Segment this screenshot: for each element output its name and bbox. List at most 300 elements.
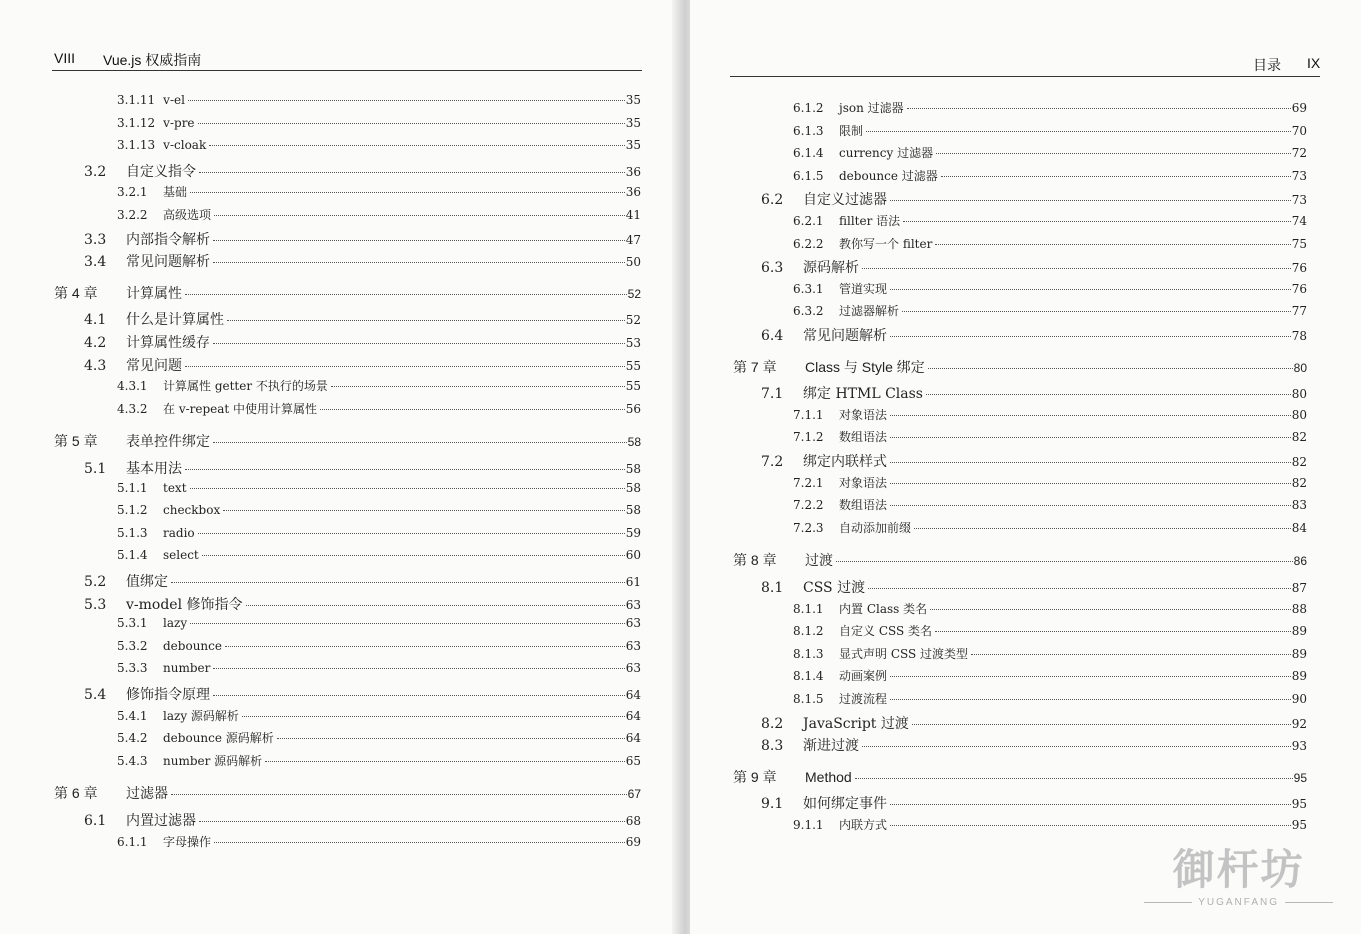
toc-page-number: 74: [1291, 214, 1307, 228]
toc-subsection-entry: [117, 377, 641, 394]
toc-subsection-entry: [117, 707, 641, 724]
dot-leader: [890, 699, 1291, 700]
toc-number: 6.3.1: [793, 281, 824, 296]
toc-number: 7.2: [761, 454, 784, 470]
toc-number: 第 6 章: [54, 785, 98, 802]
dot-leader: [935, 244, 1290, 245]
toc-number: 第 5 章: [54, 433, 98, 450]
toc-subsection-entry: [117, 526, 641, 540]
dot-leader: [941, 176, 1291, 177]
toc-page-number: 63: [625, 661, 641, 676]
toc-page-number: 64: [625, 688, 641, 702]
toc-title: select: [163, 548, 199, 563]
toc-number: 4.3: [84, 357, 107, 374]
toc-number: 5.1.4: [117, 548, 148, 563]
toc-title: 计算属性 getter 不执行的场景: [163, 379, 328, 394]
toc-number: 5.4: [84, 687, 107, 703]
toc-title: 绑定内联样式: [803, 454, 887, 470]
toc-subsection-entry: [117, 93, 641, 107]
toc-number: 9.1.1: [793, 818, 824, 832]
toc-number: 第 4 章: [54, 284, 98, 301]
toc-page-number: 58: [625, 462, 641, 476]
dot-leader: [836, 561, 1293, 562]
toc-title: 管道实现: [839, 281, 888, 296]
dot-leader: [331, 386, 625, 387]
dot-leader: [223, 510, 625, 511]
toc-number: 6.3: [761, 260, 784, 277]
toc-title: 字母操作: [163, 834, 212, 849]
toc-page-number: 64: [625, 708, 641, 723]
toc-title: Class 与 Style 绑定: [805, 358, 925, 375]
toc-page-number: 95: [1293, 770, 1307, 785]
toc-title: fillter 语法: [839, 214, 901, 228]
toc-number: 5.2: [84, 574, 107, 590]
toc-number: 7.1.1: [793, 407, 824, 422]
toc-title: 显式声明 CSS 过渡类型: [839, 646, 969, 661]
toc-subsection-entry: [117, 138, 641, 152]
toc-section-entry: [84, 161, 641, 181]
dot-leader: [225, 646, 625, 647]
toc-number: 8.1.4: [793, 669, 824, 684]
toc-number: 5.3.3: [117, 661, 148, 676]
toc-number: 7.2.2: [793, 498, 824, 513]
toc-number: 3.2: [84, 163, 107, 180]
toc-title: 什么是计算属性: [126, 312, 224, 329]
toc-subsection-entry: [117, 481, 641, 495]
toc-page-number: 88: [1291, 601, 1307, 616]
toc-chapter-entry: [54, 431, 641, 451]
toc-page-number: 82: [1291, 455, 1307, 469]
dot-leader: [890, 676, 1291, 677]
toc-subsection-entry: [117, 661, 641, 675]
toc-title: v-pre: [163, 115, 195, 130]
toc-title: 计算属性缓存: [126, 335, 210, 351]
toc-page-number: 63: [625, 597, 641, 612]
toc-title: 内置 Class 类名: [839, 601, 928, 616]
toc-title: 内联方式: [839, 818, 888, 832]
toc-page-number: 73: [1291, 193, 1307, 208]
dot-leader: [214, 842, 625, 843]
toc-section-entry: [84, 594, 641, 614]
dot-leader: [890, 804, 1291, 805]
toc-title: 在 v-repeat 中使用计算属性: [163, 401, 318, 416]
toc-page-number: 65: [625, 753, 641, 768]
toc-page-number: 78: [1291, 329, 1307, 343]
toc-number: 6.1: [84, 813, 107, 829]
toc-page-number: 80: [1291, 387, 1307, 402]
toc-section-entry: [761, 383, 1307, 403]
toc-number: 6.2: [761, 192, 784, 209]
dot-leader: [890, 336, 1291, 337]
toc-title: 常见问题: [126, 357, 182, 374]
toc-page-number: 82: [1291, 430, 1307, 445]
dot-leader: [935, 631, 1291, 632]
dot-leader: [866, 131, 1291, 132]
toc-page-number: 80: [1291, 407, 1307, 422]
toc-chapter-entry: [733, 550, 1307, 570]
toc-page-number: 76: [1291, 261, 1307, 276]
toc-number: 8.1: [761, 580, 784, 596]
toc-subsection-entry: [793, 144, 1307, 161]
toc-number: 5.1.2: [117, 503, 148, 518]
dot-leader: [890, 200, 1291, 201]
toc-title: currency 过滤器: [839, 146, 934, 161]
dot-leader: [902, 311, 1291, 312]
toc-title: 表单控件绑定: [126, 433, 210, 450]
toc-title: 内置过滤器: [126, 813, 196, 829]
toc-number: 4.2: [84, 335, 107, 351]
toc-number: 7.1.2: [793, 430, 824, 445]
toc-title: 对象语法: [839, 475, 888, 490]
left-page-number: VIII: [54, 50, 76, 66]
toc-page-number: 75: [1291, 236, 1307, 251]
toc-section-entry: [84, 251, 641, 271]
toc-number: 7.2.1: [793, 475, 824, 490]
toc-number: 6.4: [761, 328, 784, 344]
dot-leader: [227, 320, 625, 321]
toc-number: 4.3.1: [117, 379, 148, 394]
toc-subsection-entry: [117, 729, 641, 746]
toc-subsection-entry: [793, 302, 1307, 319]
dot-leader: [890, 437, 1291, 438]
toc-title: 源码解析: [803, 260, 859, 277]
dot-leader: [890, 462, 1291, 463]
toc-title: 渐进过渡: [803, 738, 859, 755]
toc-title: 对象语法: [839, 407, 888, 422]
toc-title: 自动添加前缀: [839, 520, 912, 535]
toc-title: JavaScript 过渡: [803, 715, 909, 732]
toc-title: 过渡: [805, 552, 833, 569]
toc-page-number: 70: [1291, 123, 1307, 138]
toc-title: checkbox: [163, 503, 221, 518]
dot-leader: [213, 262, 625, 263]
dot-leader: [202, 555, 625, 556]
toc-page-number: 89: [1291, 669, 1307, 684]
toc-subsection-entry: [793, 519, 1307, 536]
toc-section-entry: [84, 458, 641, 478]
toc-chapter-entry: [733, 767, 1307, 787]
toc-number: 5.1: [84, 461, 107, 477]
toc-number: 3.1.13: [117, 138, 156, 153]
dot-leader: [213, 240, 625, 241]
toc-title: 高级选项: [163, 208, 212, 222]
toc-subsection-entry: [793, 235, 1307, 252]
toc-page-number: 68: [625, 814, 641, 828]
toc-page-number: 35: [625, 115, 641, 130]
toc-section-entry: [761, 451, 1307, 471]
toc-title: 计算属性: [126, 284, 182, 301]
toc-subsection-entry: [117, 183, 641, 200]
toc-page-number: 55: [625, 379, 641, 394]
toc-page-number: 64: [625, 731, 641, 746]
toc-title: radio: [163, 525, 195, 540]
dot-leader: [320, 409, 625, 410]
toc-subsection-entry: [117, 639, 641, 653]
toc-number: 5.4.3: [117, 753, 148, 768]
toc-number: 6.1.4: [793, 146, 824, 161]
toc-subsection-entry: [793, 474, 1307, 491]
toc-page-number: 80: [1293, 360, 1307, 375]
running-head: 目录: [1253, 57, 1281, 73]
toc-section-entry: [84, 309, 641, 329]
toc-subsection-entry: [117, 116, 641, 130]
left-header-rule: [52, 70, 642, 71]
toc-number: 6.1.2: [793, 101, 824, 115]
toc-title: lazy: [163, 616, 188, 631]
toc-page-number: 87: [1291, 581, 1307, 595]
dot-leader: [890, 505, 1291, 506]
toc-number: 7.1: [761, 386, 784, 403]
toc-page-number: 77: [1291, 304, 1307, 319]
dot-leader: [926, 394, 1291, 395]
toc-subsection-entry: [793, 406, 1307, 423]
toc-title: 自定义指令: [126, 163, 196, 180]
toc-number: 5.3: [84, 596, 107, 613]
toc-title: 基本用法: [126, 461, 182, 477]
toc-page-number: 73: [1291, 168, 1307, 183]
toc-page-number: 95: [1291, 818, 1307, 832]
dot-leader: [936, 153, 1291, 154]
toc-section-entry: [84, 571, 641, 591]
toc-subsection-entry: [793, 816, 1307, 833]
toc-number: 8.1.3: [793, 646, 824, 661]
toc-section-entry: [84, 355, 641, 375]
dot-leader: [914, 528, 1291, 529]
book-title: Vue.js 权威指南: [103, 52, 202, 68]
toc-section-entry: [761, 325, 1307, 345]
toc-number: 9.1: [761, 796, 784, 813]
toc-section-entry: [761, 713, 1307, 733]
toc-page-number: 52: [627, 286, 641, 301]
toc-page-number: 83: [1291, 498, 1307, 513]
toc-number: 3.2.2: [117, 208, 148, 222]
toc-number: 5.1.3: [117, 525, 148, 540]
watermark-logo: 御杆坊: [1172, 845, 1305, 894]
dot-leader: [190, 192, 625, 193]
toc-page-number: 63: [625, 638, 641, 653]
dot-leader: [190, 623, 625, 624]
dot-leader: [903, 221, 1291, 222]
toc-section-entry: [84, 810, 641, 830]
toc-title: v-el: [163, 93, 185, 107]
toc-title: lazy 源码解析: [163, 708, 239, 723]
toc-subsection-entry: [117, 833, 641, 850]
toc-number: 8.1.5: [793, 692, 824, 706]
toc-title: number 源码解析: [163, 753, 263, 768]
toc-title: CSS 过渡: [803, 580, 866, 596]
toc-subsection-entry: [793, 212, 1307, 229]
toc-number: 第 8 章: [733, 552, 777, 569]
left-page: [0, 0, 680, 934]
toc-page-number: 93: [1291, 739, 1307, 754]
toc-number: 5.1.1: [117, 480, 148, 495]
toc-number: 3.2.1: [117, 185, 148, 200]
toc-chapter-entry: [54, 783, 641, 803]
toc-title: 数组语法: [839, 498, 888, 513]
toc-number: 5.3.2: [117, 638, 148, 653]
toc-page-number: 69: [625, 834, 641, 849]
toc-page-number: 58: [627, 435, 641, 450]
dot-leader: [190, 488, 625, 489]
dot-leader: [868, 588, 1291, 589]
toc-title: 自定义 CSS 类名: [839, 624, 933, 639]
toc-subsection-entry: [117, 400, 641, 417]
toc-title: 过滤器: [126, 785, 168, 802]
dot-leader: [855, 778, 1293, 779]
toc-page-number: 52: [625, 313, 641, 328]
dot-leader: [277, 738, 625, 739]
toc-subsection-entry: [793, 167, 1307, 184]
toc-subsection-entry: [793, 122, 1307, 139]
dot-leader: [265, 761, 625, 762]
toc-page-number: 55: [625, 358, 641, 373]
toc-subsection-entry: [793, 428, 1307, 445]
dot-leader: [971, 654, 1291, 655]
toc-page-number: 89: [1291, 646, 1307, 661]
right-page-number: IX: [1307, 55, 1321, 71]
toc-number: 第 7 章: [733, 358, 777, 375]
toc-title: 自定义过滤器: [803, 192, 887, 209]
toc-number: 3.3: [84, 231, 107, 248]
dot-leader: [199, 172, 625, 173]
toc-subsection-entry: [793, 99, 1307, 116]
dot-leader: [213, 668, 624, 669]
toc-section-entry: [761, 793, 1307, 813]
toc-page-number: 89: [1291, 624, 1307, 639]
toc-number: 4.3.2: [117, 401, 148, 416]
watermark: [1144, 837, 1333, 908]
toc-page-number: 86: [1293, 554, 1307, 569]
toc-number: 8.1.1: [793, 601, 824, 616]
toc-page-number: 59: [625, 525, 641, 540]
toc-page-number: 56: [625, 401, 641, 416]
toc-page-number: 35: [625, 138, 641, 153]
toc-section-entry: [761, 257, 1307, 277]
toc-section-entry: [84, 332, 641, 352]
dot-leader: [185, 366, 625, 367]
dot-leader: [213, 343, 625, 344]
dot-leader: [171, 794, 627, 795]
toc-title: 过滤器解析: [839, 304, 900, 319]
toc-subsection-entry: [793, 600, 1307, 617]
toc-title: 过渡流程: [839, 692, 888, 706]
toc-number: 6.1.5: [793, 168, 824, 183]
toc-title: text: [163, 480, 187, 495]
toc-subsection-entry: [117, 548, 641, 562]
toc-number: 3.1.11: [117, 93, 156, 107]
toc-subsection-entry: [793, 496, 1307, 513]
toc-title: number: [163, 661, 211, 676]
toc-title: 内部指令解析: [126, 231, 210, 248]
toc-page-number: 63: [625, 616, 641, 631]
toc-page-number: 90: [1291, 692, 1307, 706]
dot-leader: [928, 368, 1293, 369]
toc-page-number: 84: [1291, 520, 1307, 535]
toc-page-number: 53: [625, 336, 641, 350]
toc-title: 动画案例: [839, 669, 888, 684]
toc-number: 6.1.3: [793, 123, 824, 138]
toc-page-number: 92: [1291, 716, 1307, 731]
toc-title: v-cloak: [163, 138, 207, 153]
dot-leader: [890, 289, 1291, 290]
dot-leader: [214, 215, 625, 216]
toc-page-number: 36: [625, 185, 641, 200]
toc-subsection-entry: [793, 690, 1307, 707]
dot-leader: [242, 716, 625, 717]
right-page: [690, 0, 1361, 934]
dot-leader: [930, 609, 1291, 610]
dot-leader: [890, 483, 1291, 484]
toc-title: 常见问题解析: [803, 328, 887, 344]
dot-leader: [907, 108, 1291, 109]
toc-section-entry: [761, 577, 1307, 597]
dot-leader: [890, 825, 1291, 826]
toc-title: debounce 过滤器: [839, 168, 938, 183]
toc-number: 7.2.3: [793, 520, 824, 535]
toc-subsection-entry: [117, 616, 641, 630]
toc-subsection-entry: [793, 622, 1307, 639]
toc-number: 6.1.1: [117, 834, 148, 849]
toc-section-entry: [84, 684, 641, 704]
toc-title: 修饰指令原理: [126, 687, 210, 703]
toc-title: json 过滤器: [839, 101, 904, 115]
toc-subsection-entry: [117, 206, 641, 223]
toc-title: 数组语法: [839, 430, 888, 445]
toc-number: 3.1.12: [117, 115, 156, 130]
dot-leader: [213, 442, 627, 443]
toc-page-number: 72: [1291, 146, 1307, 161]
toc-page-number: 76: [1291, 281, 1307, 296]
toc-number: 6.2.2: [793, 236, 824, 251]
dot-leader: [209, 145, 625, 146]
dot-leader: [188, 100, 625, 101]
toc-page-number: 61: [625, 575, 641, 589]
toc-number: 5.4.2: [117, 731, 148, 746]
dot-leader: [171, 582, 625, 583]
toc-page-number: 58: [625, 480, 641, 495]
toc-chapter-entry: [54, 283, 641, 303]
toc-subsection-entry: [117, 752, 641, 769]
dot-leader: [185, 294, 627, 295]
toc-section-entry: [761, 735, 1307, 755]
toc-title: 值绑定: [126, 574, 168, 590]
toc-number: 6.3.2: [793, 304, 824, 319]
toc-subsection-entry: [117, 503, 641, 517]
toc-title: v-model 修饰指令: [126, 596, 243, 613]
toc-subsection-entry: [793, 280, 1307, 297]
toc-page-number: 35: [625, 93, 641, 107]
right-header-rule: [730, 76, 1320, 77]
toc-section-entry: [761, 189, 1307, 209]
toc-title: debounce 源码解析: [163, 731, 274, 746]
toc-title: 教你写一个 filter: [839, 236, 933, 251]
toc-number: 8.2: [761, 715, 784, 732]
toc-number: 5.3.1: [117, 616, 148, 631]
toc-title: Method: [805, 768, 852, 785]
toc-chapter-entry: [733, 357, 1307, 377]
dot-leader: [862, 746, 1291, 747]
dot-leader: [185, 469, 625, 470]
toc-page-number: 60: [625, 548, 641, 563]
dot-leader: [862, 268, 1291, 269]
dot-leader: [199, 821, 625, 822]
toc-subsection-entry: [793, 667, 1307, 684]
toc-number: 8.1.2: [793, 624, 824, 639]
dot-leader: [213, 695, 625, 696]
toc-number: 8.3: [761, 738, 784, 755]
dot-leader: [198, 123, 625, 124]
toc-title: 基础: [163, 185, 188, 200]
